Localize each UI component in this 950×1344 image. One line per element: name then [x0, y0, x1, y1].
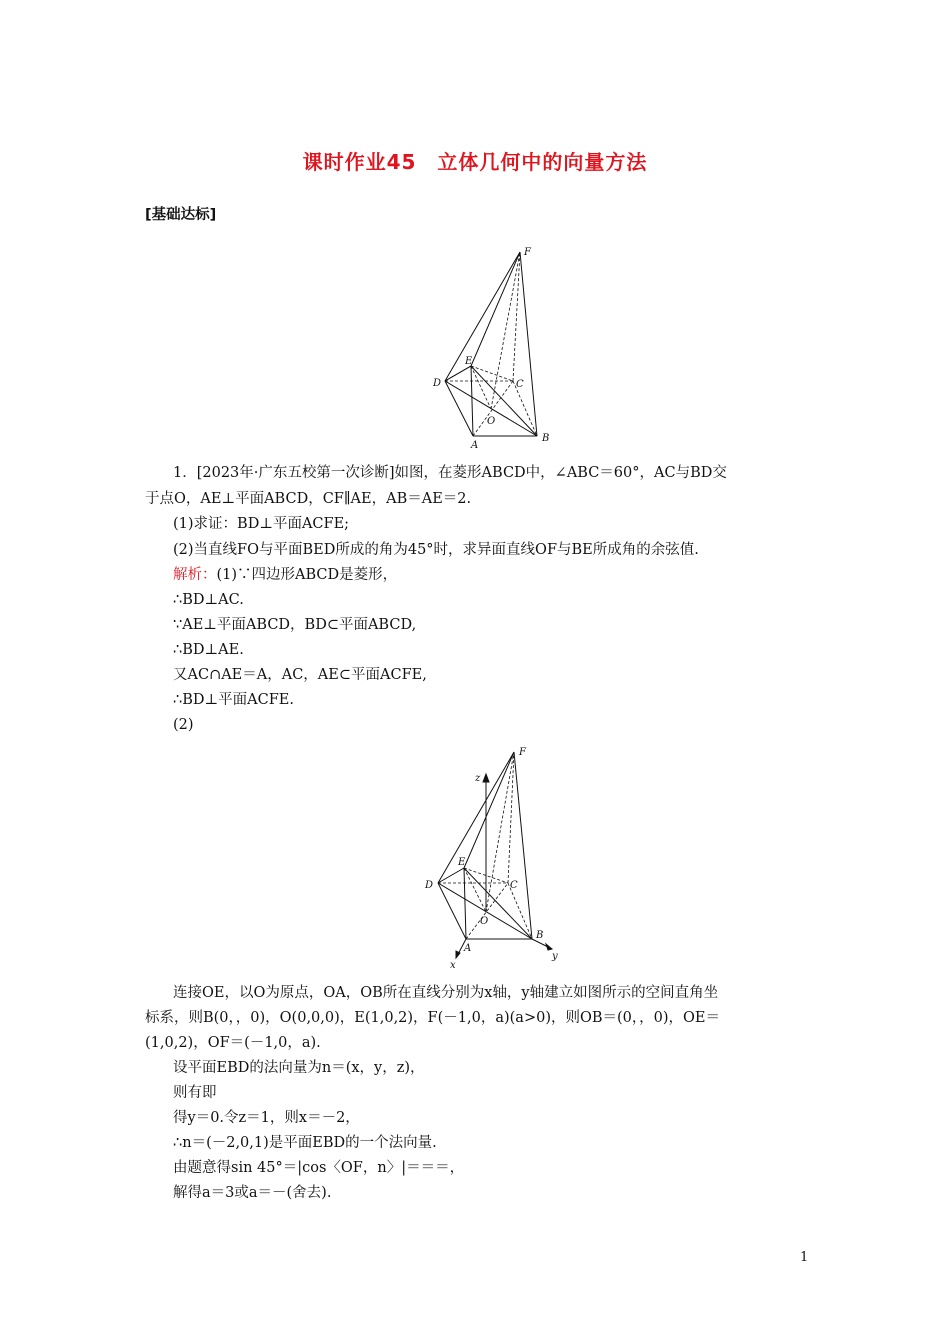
solution-line-2: ∴BD⊥AC. — [173, 592, 244, 608]
figure-2-coordinate-pyramid — [418, 744, 568, 972]
figure-1-pyramid — [425, 244, 560, 449]
para-line-9: 解得a＝3或a＝－(舍去). — [173, 1185, 332, 1201]
label-O: O — [480, 916, 489, 927]
label-D: D — [425, 880, 434, 891]
label-x: x — [450, 960, 456, 971]
para-line-7: ∴n＝(－2,0,1)是平面EBD的一个法向量. — [173, 1135, 437, 1151]
label-C: C — [510, 880, 518, 891]
solution-line-1: 解析：(1)∵四边形ABCD是菱形， — [173, 567, 398, 583]
label-A: A — [471, 440, 479, 449]
edge-BF — [520, 252, 537, 436]
para-line-5: 则有即 — [173, 1085, 217, 1101]
problem-line-1: 1．[2023年·广东五校第一次诊断]如图，在菱形ABCD中，∠ABC＝60°，AC与BD交 — [173, 465, 727, 481]
edge-EF — [471, 252, 520, 366]
page-number: 1 — [800, 1250, 809, 1265]
para-line-2: 标系，则B(0，，0)，O(0,0,0)，E(1,0,2)，F(－1,0，a)(a>0)，则OB＝(0，，0)，OE＝ — [145, 1010, 720, 1026]
label-z: z — [475, 773, 481, 784]
problem-line-2: 于点O，AE⊥平面ABCD，CF∥AE，AB＝AE＝2. — [145, 491, 472, 507]
solution-label: 解析： — [173, 567, 217, 583]
question-2: (2)当直线FO与平面BED所成的角为45°时，求异面直线OF与BE所成角的余弦值. — [173, 542, 699, 558]
solution-line-6: ∴BD⊥平面ACFE. — [173, 692, 294, 708]
edge-EA — [471, 366, 473, 436]
label-B: B — [542, 433, 550, 444]
label-E: E — [458, 857, 466, 868]
label-F: F — [524, 247, 531, 258]
para-line-3: (1,0,2)，OF＝(－1,0，a). — [145, 1035, 321, 1051]
solution-line-5: 又AC∩AE＝A，AC，AE⊂平面ACFE, — [173, 667, 427, 683]
para-line-8: 由题意得sin 45°＝|cos〈OF，n〉|＝＝＝， — [173, 1160, 465, 1176]
solution-line-4: ∴BD⊥AE. — [173, 642, 244, 658]
label-y: y — [552, 951, 558, 962]
solution-line-3: ∵AE⊥平面ABCD，BD⊂平面ABCD, — [173, 617, 417, 633]
page-title: 课时作业45 立体几何中的向量方法 — [302, 150, 648, 174]
para-line-1: 连接OE，以O为原点，OA，OB所在直线分别为x轴，y轴建立如图所示的空间直角坐 — [173, 985, 719, 1001]
para-line-4: 设平面EBD的法向量为n＝(x，y，z)， — [173, 1060, 425, 1076]
question-1: (1)求证：BD⊥平面ACFE; — [173, 516, 350, 532]
label-F: F — [519, 747, 526, 758]
label-B: B — [536, 930, 544, 941]
label-O: O — [487, 416, 496, 427]
section-heading: [基础达标] — [145, 207, 217, 223]
label-C: C — [516, 379, 524, 390]
solution-line-7: (2) — [173, 717, 194, 733]
edge-DF — [445, 252, 520, 381]
label-A: A — [464, 943, 472, 954]
edge-EB — [471, 366, 537, 436]
label-D: D — [433, 378, 442, 389]
label-E: E — [465, 356, 473, 367]
para-line-6: 得y＝0.令z＝1，则x＝－2， — [173, 1110, 360, 1126]
